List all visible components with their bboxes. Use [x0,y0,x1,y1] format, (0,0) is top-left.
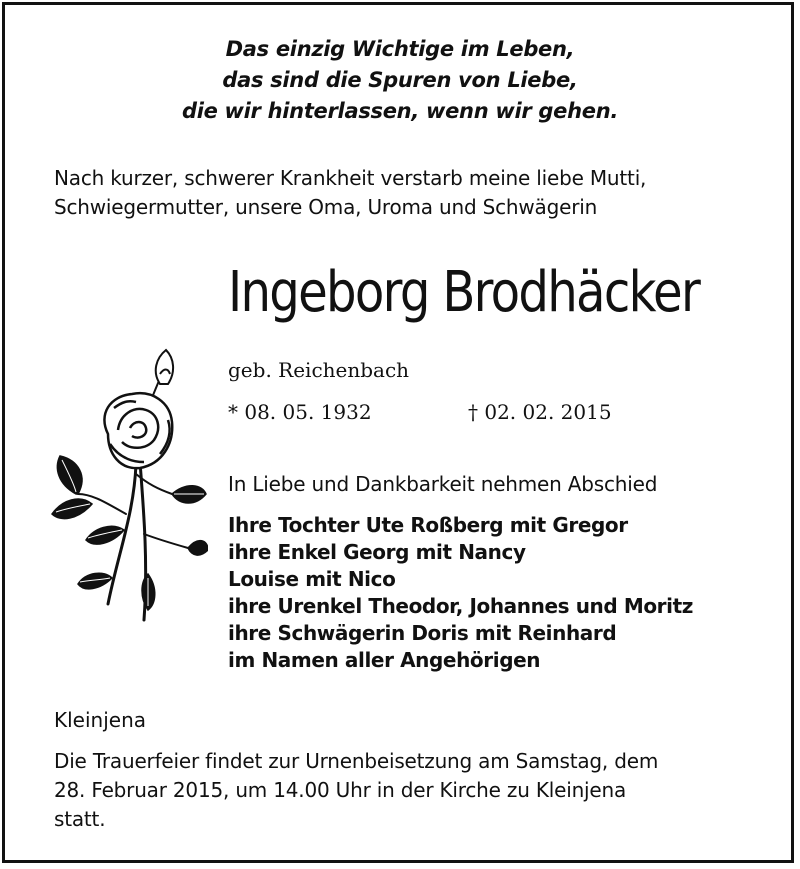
mourner-line: Ihre Tochter Ute Roßberg mit Gregor [228,513,628,537]
place-name: Kleinjena [54,708,147,732]
deceased-name: Ingeborg Brodhäcker [228,260,700,325]
rose-icon [48,344,208,634]
motto-line: das sind die Spuren von Liebe, [222,68,578,92]
motto-line: die wir hinterlassen, wenn wir gehen. [181,99,619,123]
mourners-list [228,512,693,674]
service-line: Die Trauerfeier findet zur Urnenbeisetzung am Samstag, dem [54,749,659,773]
mourner-line: ihre Urenkel Theodor, Johannes und Moritz [228,594,694,618]
birth-date: * 08. 05. 1932 [228,400,372,424]
farewell-line: In Liebe und Dankbarkeit nehmen Abschied [228,472,658,496]
motto-verse [0,34,800,127]
birth-name: geb. Reichenbach [228,358,410,382]
mourner-line: Louise mit Nico [228,567,396,591]
intro-text [54,164,774,222]
mourner-line: ihre Enkel Georg mit Nancy [228,540,526,564]
service-info [54,747,776,834]
death-date: † 02. 02. 2015 [468,400,612,424]
mourner-line: ihre Schwägerin Doris mit Reinhard [228,621,617,645]
service-line: 28. Februar 2015, um 14.00 Uhr in der Kirche zu Kleinjena [54,778,627,802]
mourner-line: im Namen aller Angehörigen [228,648,541,672]
service-line: statt. [54,807,106,831]
intro-line: Nach kurzer, schwerer Krankheit verstarb meine liebe Mutti, [54,166,647,190]
motto-line: Das einzig Wichtige im Leben, [225,37,575,61]
intro-line: Schwiegermutter, unsere Oma, Uroma und Schwägerin [54,195,598,219]
